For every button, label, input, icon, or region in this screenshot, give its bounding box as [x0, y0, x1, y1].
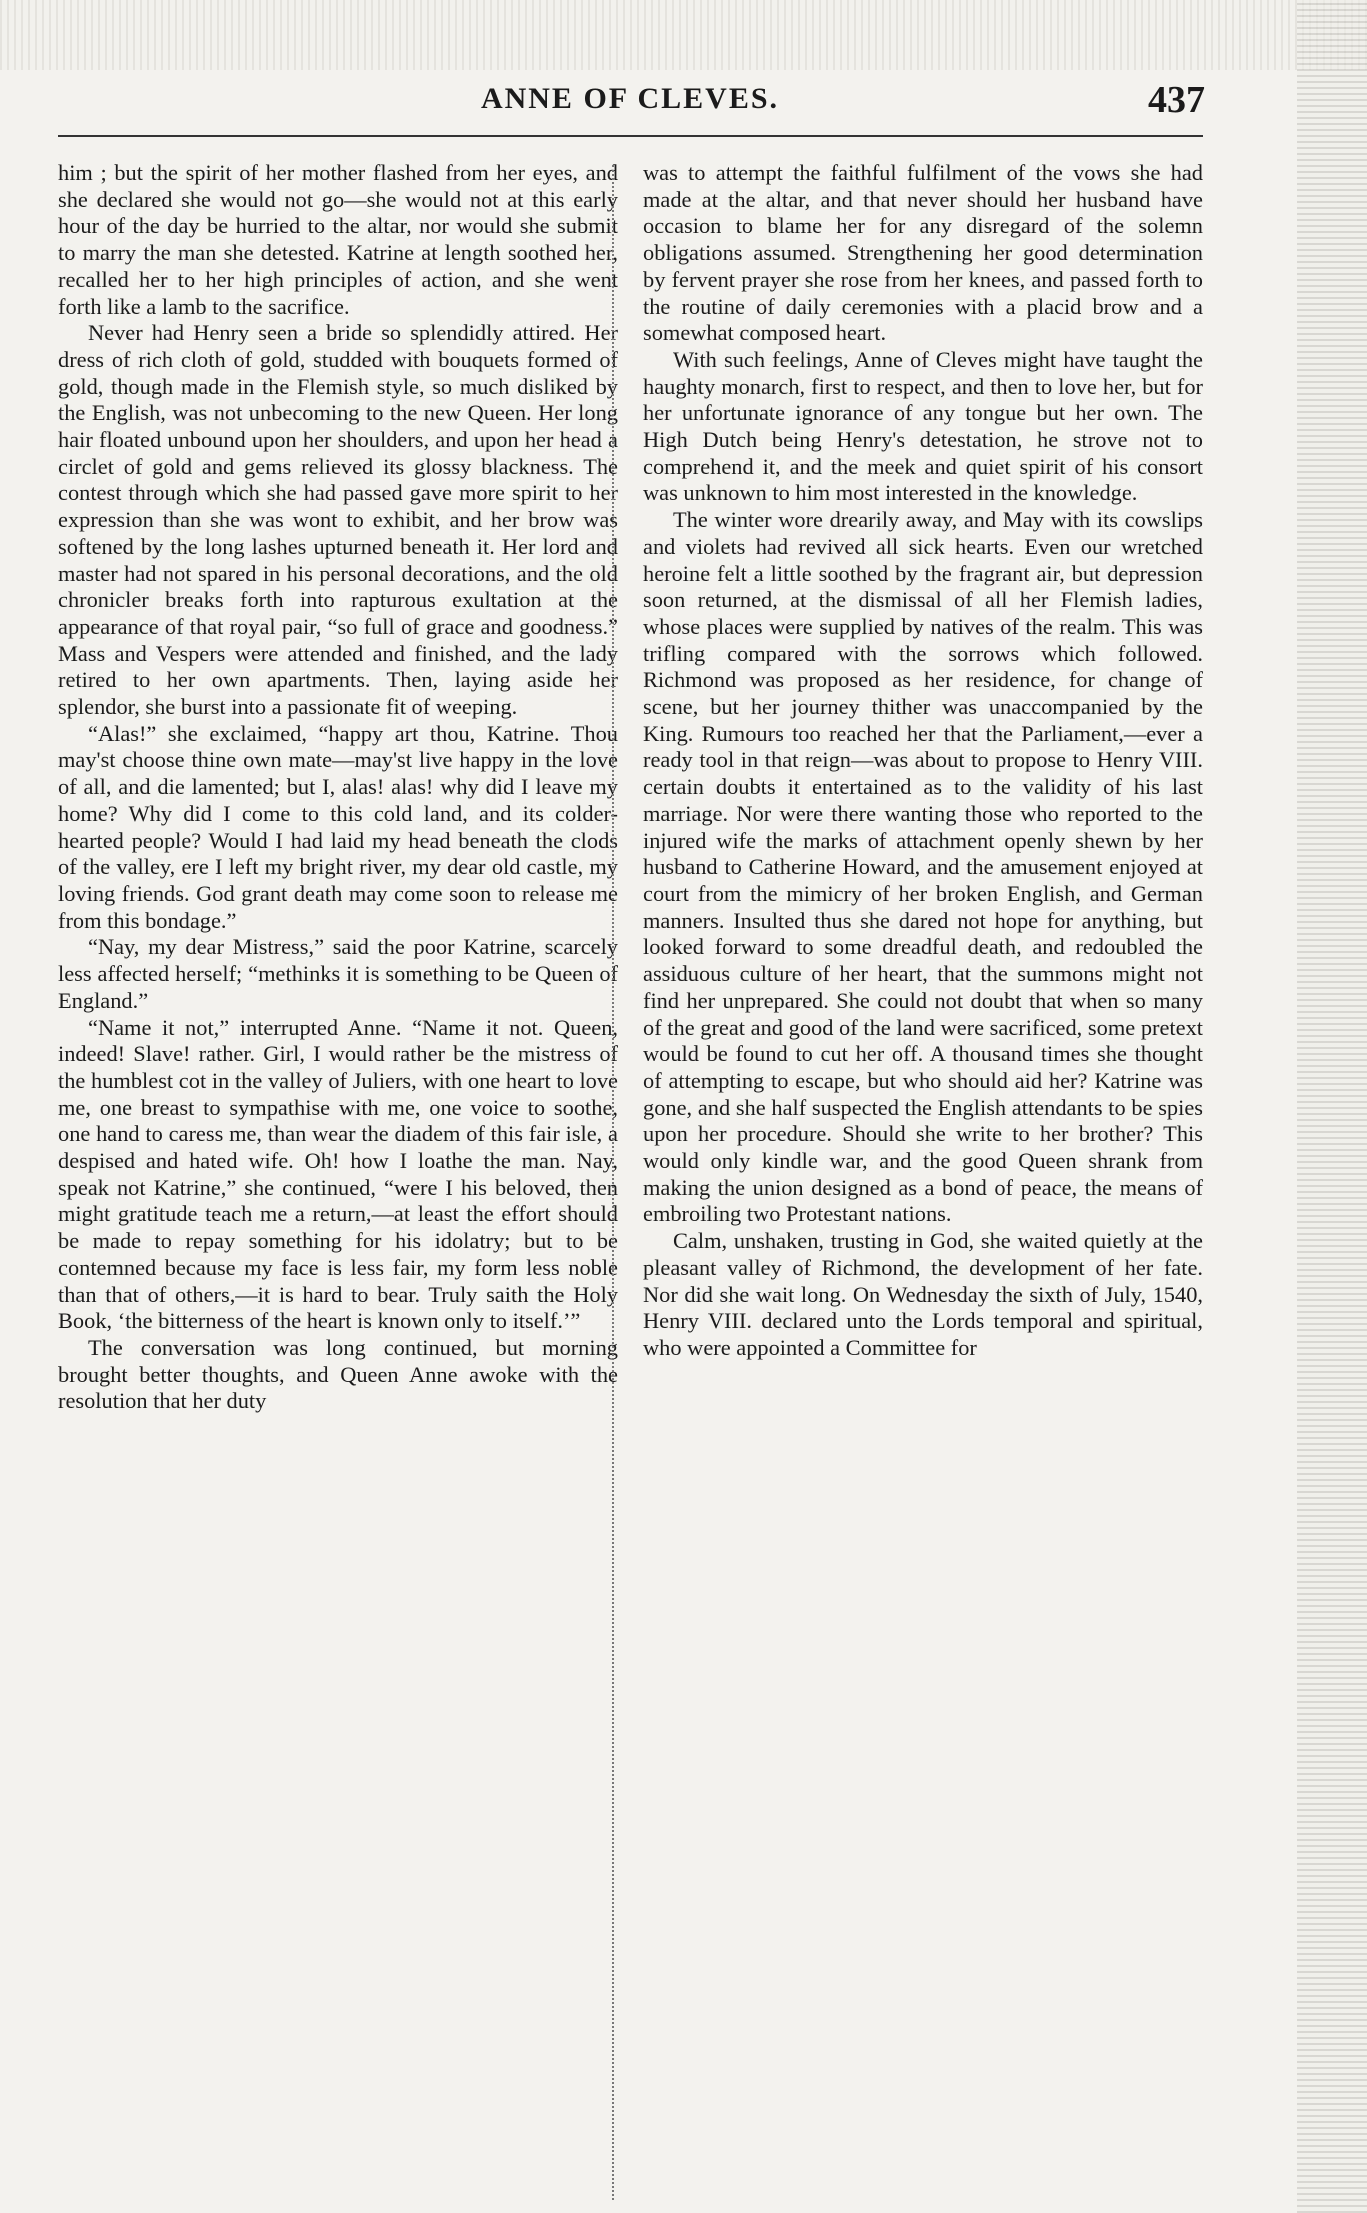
- paragraph: With such feelings, Anne of Cleves might have taught the haughty monarch, first to respect, and then to love her, but for her unfortunate ignorance of any tongue but her own. The High Dutch being Henry's detestation, he strove not to comprehend it, and the meek and quiet spirit of his consort was unknown to him most interested in the knowledge.: [643, 346, 1203, 506]
- paragraph: him ; but the spirit of her mother flashed from her eyes, and she declared she would not go—she would not at this early hour of the day be hurried to the altar, nor would she submit to marry the man she detested. Katrine at length soothed her, recalled her to her high principles of action, and she went forth like a lamb to the sacrifice.: [58, 160, 618, 319]
- column-divider: [612, 165, 615, 2200]
- scan-noise-top: [0, 0, 1367, 70]
- paragraph: “Nay, my dear Mistress,” said the poor Katrine, scarcely less affected herself; “methinks it is something to be Queen of England.”: [58, 934, 618, 1013]
- paragraph: The conversation was long continued, but morning brought better thoughts, and Queen Anne awoke with the resolution that her duty: [58, 1334, 618, 1414]
- paragraph: The winter wore drearily away, and May with its cowslips and violets had revived all sick hearts. Even our wretched heroine felt a little soothed by the fragrant air, but depression soon returned, at the dismissal of all her Flemish ladies, whose places were supplied by natives of the realm. This was trifling compared with the sorrows which followed. Richmond was proposed as her residence, for change of scene, but her journey thither was unaccompanied by the King. Rumours too reached her that the Parliament,—ever a ready tool in that reign—was about to propose to Henry VIII. certain doubts it entertained as to the validity of his last marriage. Nor were there wanting those who reported to the injured wife the marks of attachment openly shewn by her husband to Catherine Howard, and the amusement enjoyed at court from the mimicry of her broken English, and German manners. Insulted thus she dared not hope for anything, but looked forward to some dreadful death, and redoubled the assiduous culture of her heart, that the summons might not find her unprepared. She could not doubt that when so many of the great and good of the land were sacrificed, some pretext would be found to cut her off. A thousand times she thought of attempting to escape, but who should aid her? Katrine was gone, and she half suspected the English attendants to be spies upon her procedure. Should she write to her brother? This would only kindle war, and the good Queen shrank from making the union designed as a bond of peace, the means of embroiling two Protestant nations.: [643, 507, 1203, 1227]
- paragraph: “Alas!” she exclaimed, “happy art thou, Katrine. Thou may'st choose thine own mate—may'st live happy in the love of all, and die lamented; but I, alas! alas! why did I leave my home? Why did I come to this cold land, and its colder-hearted people? Would I had laid my head beneath the clods of the valley, ere I left my bright river, my dear old castle, my loving friends. God grant death may come soon to release me from this bondage.”: [58, 720, 618, 933]
- paragraph: “Name it not,” interrupted Anne. “Name it not. Queen, indeed! Slave! rather. Girl, I would rather be the mistress of the humblest cot in the valley of Juliers, with one heart to love me, one breast to sympathise with me, one voice to soothe, one hand to caress me, than wear the diadem of this fair isle, a despised and hated wife. Oh! how I loathe the man. Nay, speak not Katrine,” she continued, “were I his beloved, then might gratitude teach me a return,—at least the effort should be made to repay something for his idolatry; but to be contemned because my face is less fair, my form less noble than that of others,—it is hard to bear. Truly saith the Holy Book, ‘the bitterness of the heart is known only to itself.’”: [58, 1014, 618, 1334]
- running-title: ANNE OF CLEVES.: [480, 82, 780, 115]
- page-header: [60, 79, 1205, 132]
- right-column: [643, 160, 1203, 1362]
- paragraph: Calm, unshaken, trusting in God, she waited quietly at the pleasant valley of Richmond, the development of her fate. Nor did she wait long. On Wednesday the sixth of July, 1540, Henry VIII. declared unto the Lords temporal and spiritual, who were appointed a Committee for: [643, 1228, 1203, 1360]
- header-rule: [58, 135, 1203, 137]
- paragraph: was to attempt the faithful fulfilment of the vows she had made at the altar, and that never should her husband have occasion to blame her for any disregard of the solemn obligations assumed. Strengthening her good determination by fervent prayer she rose from her knees, and passed forth to the routine of daily ceremonies with a placid brow and a somewhat composed heart.: [643, 160, 1203, 346]
- left-column: [58, 160, 618, 1415]
- page-number: 437: [1148, 79, 1205, 121]
- scan-binding-edge: [1297, 0, 1367, 2213]
- paragraph: Never had Henry seen a bride so splendidly attired. Her dress of rich cloth of gold, studded with bouquets formed of gold, though made in the Flemish style, so much disliked by the English, was not unbecoming to the new Queen. Her long hair floated unbound upon her shoulders, and upon her head a circlet of gold and gems relieved its glossy blackness. The contest through which she had passed gave more spirit to her expression than she was wont to exhibit, and her brow was softened by the long lashes upturned beneath it. Her lord and master had not spared in his personal decorations, and the old chronicler breaks forth into rapturous exultation at the appearance of that royal pair, “so full of grace and goodness.” Mass and Vespers were attended and finished, and the lady retired to her own apartments. Then, laying aside her splendor, she burst into a passionate fit of weeping.: [58, 320, 618, 720]
